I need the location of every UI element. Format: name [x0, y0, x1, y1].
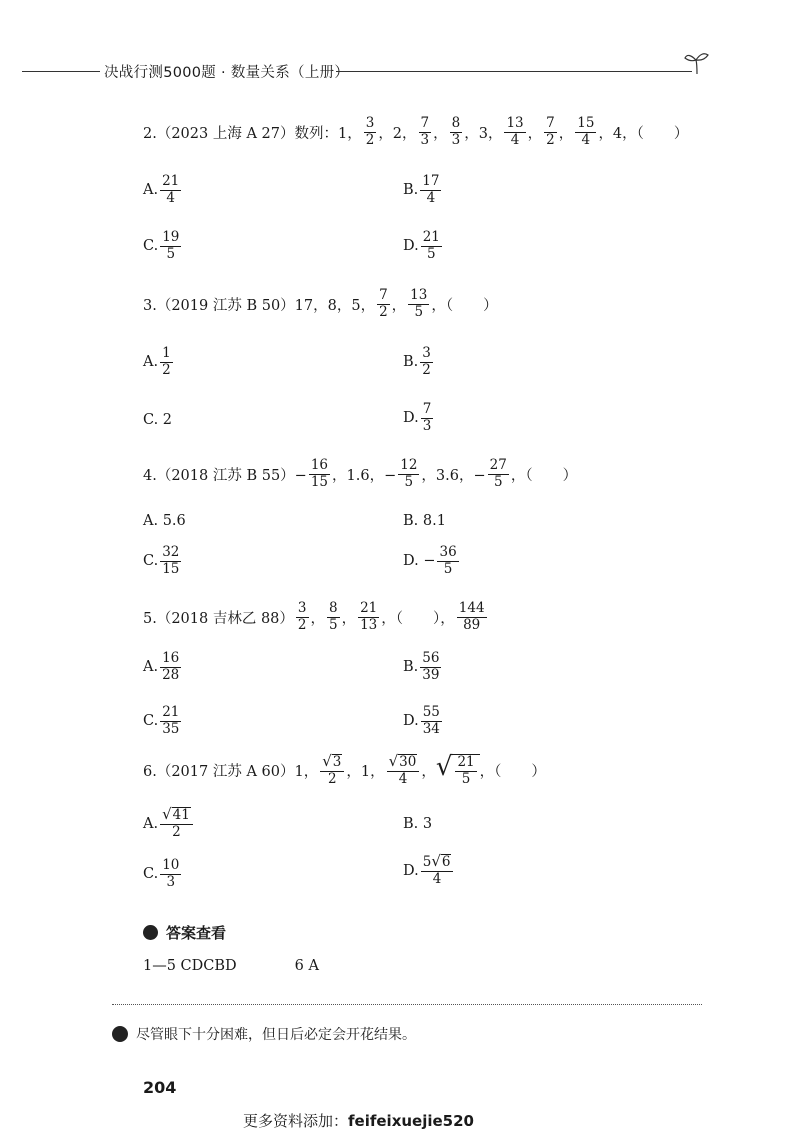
header-rule-right [336, 71, 692, 72]
question-5: 5.（2018 吉林乙 88） $\frac{3}{2}$ ， $\frac{8}{5}$ ， $\frac{21}{13}$ ，（ ）， $\frac{144}{89}$ [143, 600, 485, 633]
question-3: 3.（2019 江苏 B 50）17，8，5， $\frac{7}{2}$ ， $\frac{13}{5}$ ，（ ） [143, 287, 498, 320]
question-6: 6.（2017 江苏 A 60）1， √ 3 2 ，1， √ 30 4 ， √ $\frac{21}{5}$ ，（ ） [143, 752, 546, 787]
fraction: $\frac{7}{3}$ [420, 115, 430, 148]
fraction: $\frac{144}{89}$ [458, 600, 485, 633]
fraction: $\frac{21}{13}$ [360, 600, 378, 633]
fraction: $\frac{13}{5}$ [410, 287, 428, 320]
answer-key: 1—5 CDCBD 6 A [143, 958, 319, 974]
sprout-icon [682, 50, 712, 76]
option-d: D. 5 √ 6 4 [403, 854, 455, 887]
option-c: C. $\frac{32}{15}$ [143, 544, 180, 577]
option-a: A. $\frac{16}{28}$ [143, 650, 180, 683]
option-c: C. $\frac{10}{3}$ [143, 857, 180, 890]
fraction: $\frac{3}{2}$ [365, 115, 375, 148]
dotted-divider [112, 1004, 702, 1005]
fraction: √ 30 4 [387, 754, 420, 787]
option-c: C. $\frac{21}{35}$ [143, 704, 180, 737]
fraction: $\frac{13}{4}$ [506, 115, 524, 148]
fraction: $\frac{8}{5}$ [329, 600, 338, 633]
fraction: $\frac{8}{3}$ [451, 115, 461, 148]
question-4: 4.（2018 江苏 B 55）− $\frac{16}{15}$ ，1.6，− $\frac{12}{5}$ ，3.6，− $\frac{27}{5}$ ，（ ） [143, 457, 578, 490]
option-b: B. $\frac{56}{39}$ [403, 650, 440, 683]
question-2: 2.（2023 上海 A 27）数列：1， $\frac{3}{2}$ ，2， $\frac{7}{3}$ ， $\frac{8}{3}$ ，3， $\frac{13}{4}$ ， $\frac{7}{2}$ ， $\frac{15}{4}$ ，4，（ ） [143, 115, 689, 148]
header-rule-left [22, 71, 100, 72]
answer-heading: 答案查看 [143, 922, 226, 943]
option-c: C. 2 [143, 412, 173, 428]
option-a: A. $\frac{1}{2}$ [143, 345, 171, 378]
fraction: √ 3 2 [320, 754, 344, 787]
motto: 尽管眼下十分困难，但日后必定会开花结果。 [112, 1024, 416, 1044]
option-d: D. $\frac{7}{3}$ [403, 401, 432, 434]
option-d: D. $\frac{55}{34}$ [403, 704, 440, 737]
option-c: C. $\frac{19}{5}$ [143, 229, 180, 262]
fraction: $\frac{7}{2}$ [379, 287, 388, 320]
option-a: A. 5.6 [143, 513, 186, 529]
footer-note: 更多资料添加：feifeixuejie520 [243, 1112, 474, 1130]
fraction: $\frac{12}{5}$ [400, 457, 418, 490]
fraction: $\frac{15}{4}$ [577, 115, 595, 148]
option-a: A. √ 41 2 [143, 807, 195, 840]
running-header [0, 50, 800, 94]
option-d: D. − $\frac{36}{5}$ [403, 544, 457, 577]
option-b: B. 8.1 [403, 513, 446, 529]
page-number: 204 [143, 1078, 177, 1097]
fraction: $\frac{27}{5}$ [489, 457, 507, 490]
option-b: B. 3 [403, 816, 433, 832]
option-a: A. $\frac{21}{4}$ [143, 173, 180, 206]
fraction: $\frac{7}{2}$ [546, 115, 555, 148]
fraction: $\frac{3}{2}$ [297, 600, 307, 633]
option-b: B. $\frac{3}{2}$ [403, 345, 431, 378]
option-d: D. $\frac{21}{5}$ [403, 229, 440, 262]
sqrt-fraction: √ $\frac{21}{5}$ [436, 754, 480, 787]
book-title: 决战行测5000题 · 数量关系（上册） [104, 65, 350, 81]
fraction: $\frac{16}{15}$ [310, 457, 329, 490]
leaf-icon [112, 1026, 128, 1042]
option-b: B. $\frac{17}{4}$ [403, 173, 440, 206]
bullet-icon [143, 925, 158, 940]
